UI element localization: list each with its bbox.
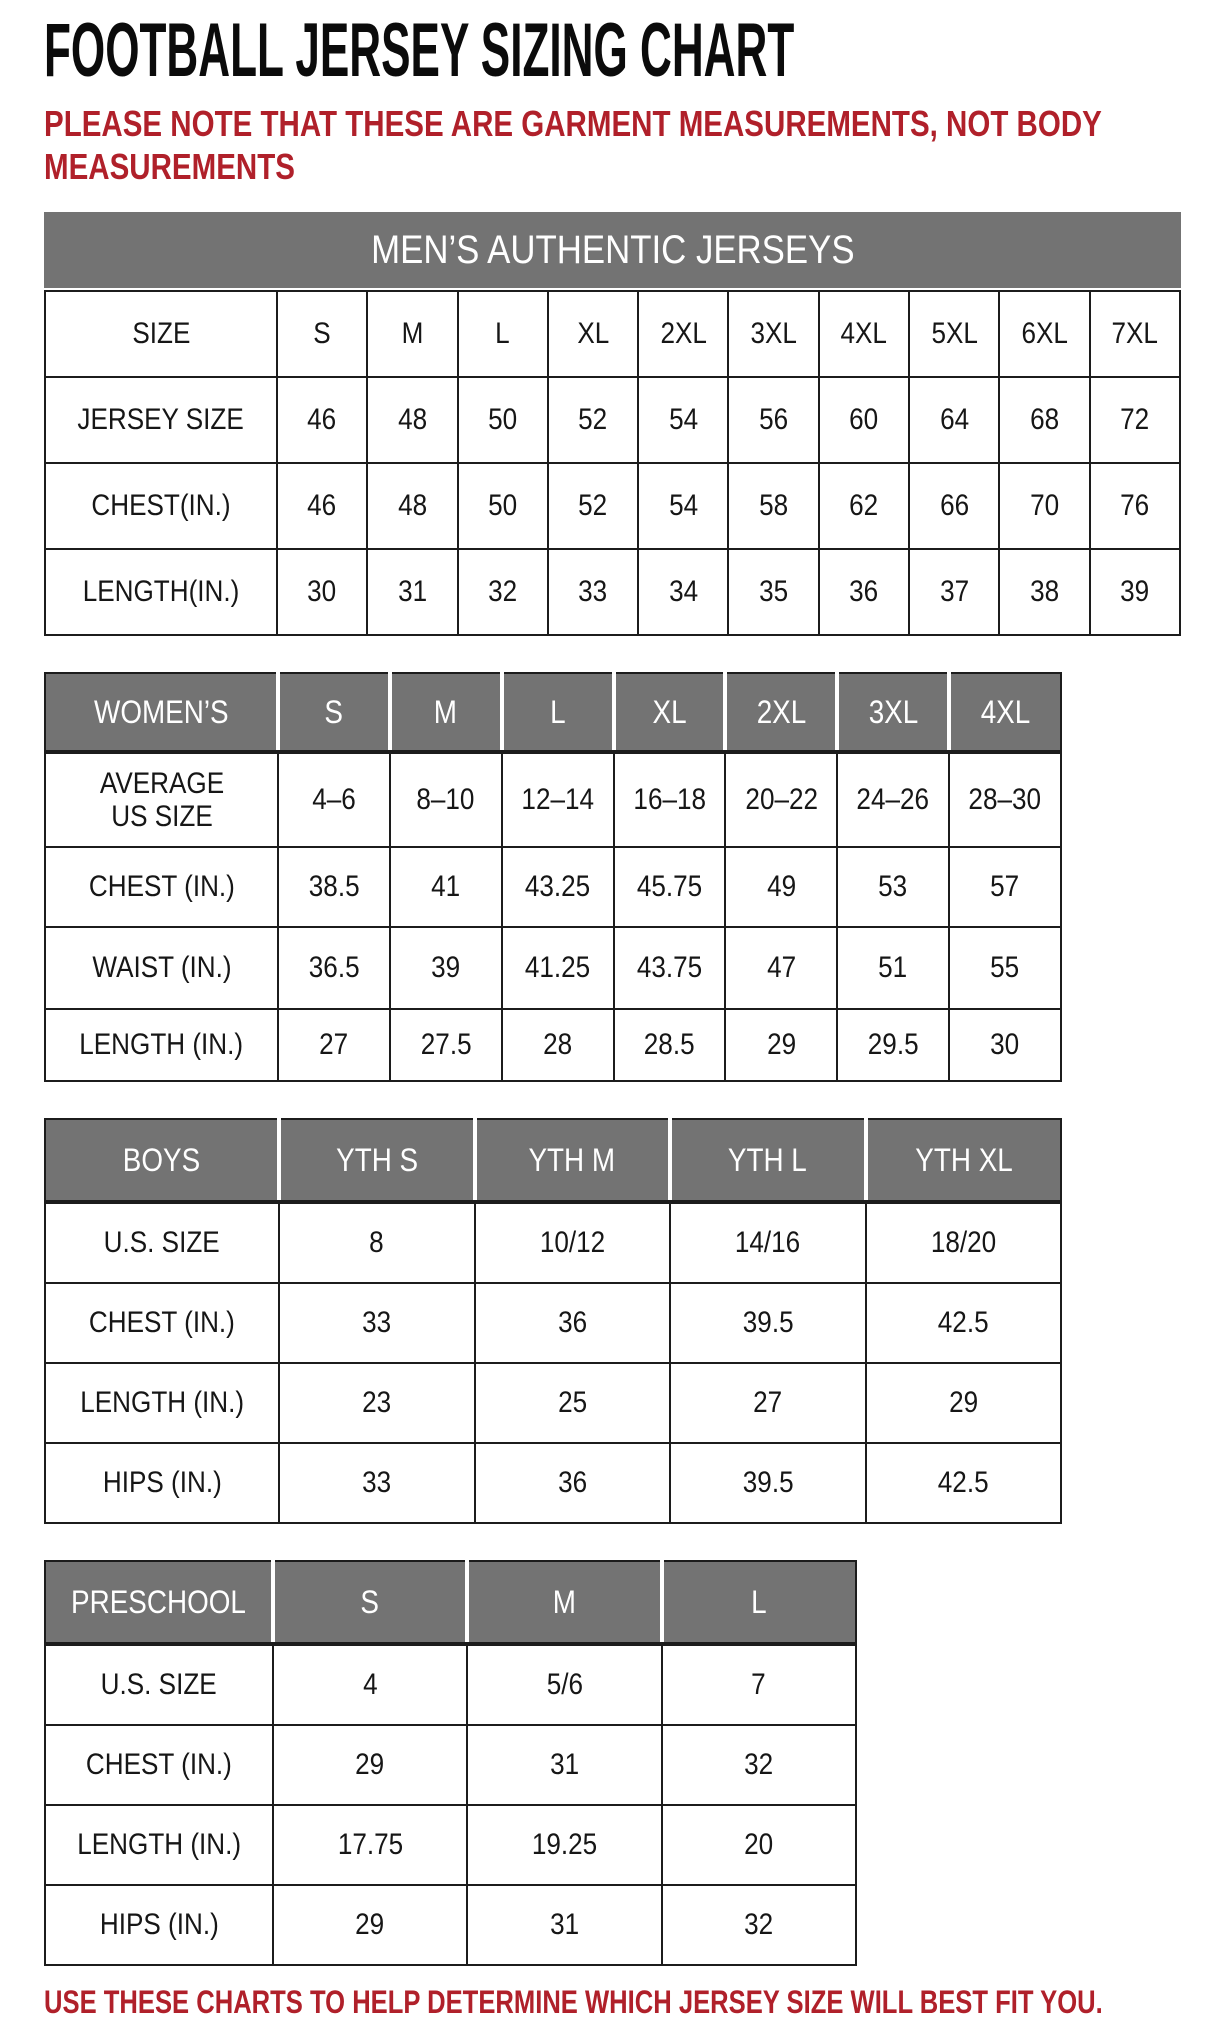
table-row [45,377,1180,463]
table-row [45,847,1061,927]
header-text: S [324,693,344,730]
table-cell [390,752,502,847]
cell-text: 52 [578,489,608,523]
table-cell [819,377,909,463]
cell-text: 18/20 [930,1226,996,1260]
table-cell [614,1009,726,1081]
cell-text: 50 [488,403,518,437]
table-cell [670,1363,866,1443]
table-cell [909,463,999,549]
cell-text: 36.5 [308,951,360,985]
cell-text: 46 [307,403,337,437]
table-cell [458,463,548,549]
row-label [45,1644,273,1725]
table-cell [502,752,614,847]
row-label [45,1202,279,1283]
table-cell [725,752,837,847]
row-label-text: LENGTH (IN.) [80,1386,244,1420]
table-cell [866,1283,1062,1363]
table-row [45,1805,856,1885]
row-label [45,377,277,463]
cell-text: 56 [759,403,789,437]
table-row [45,1725,856,1805]
cell-text: 19.25 [531,1828,598,1862]
cell-text: 23 [362,1386,392,1420]
table-cell [728,463,818,549]
table-cell [475,1363,671,1443]
cell-text: 7XL [1111,317,1159,351]
row-label-text: HIPS (IN.) [102,1466,222,1500]
row-label [45,1363,279,1443]
mens-section [44,212,1220,636]
column-header [475,1119,671,1202]
table-row [45,1363,1061,1443]
table-cell [999,377,1089,463]
cell-text: 48 [397,489,427,523]
cell-text: 28 [543,1028,573,1062]
header-text: XL [652,693,687,730]
table-cell [866,1363,1062,1443]
cell-text: 38 [1029,575,1060,609]
note-text: PLEASE NOTE THAT THESE ARE GARMENT MEASUREMENTS, NOT BODY MEASUREMENTS [44,103,1102,188]
cell-text: 42.5 [937,1306,989,1340]
cell-text: 49 [766,870,796,904]
table-cell [458,549,548,635]
cell-text: 27 [753,1386,783,1420]
table-cell [837,752,949,847]
cell-text: 5/6 [546,1668,583,1702]
cell-text: 27.5 [420,1028,472,1062]
page-title-text: FOOTBALL JERSEY SIZING CHART [44,8,795,93]
cell-text: 12–14 [521,783,594,817]
table-cell [909,377,999,463]
preschool-sizing-table [44,1560,857,1966]
table-cell [273,1725,467,1805]
row-label [45,1283,279,1363]
table-cell [278,847,390,927]
table-row [45,1644,856,1725]
cell-text: 31 [397,575,427,609]
column-header [45,1119,279,1202]
table-cell [638,377,728,463]
cell-text: 5XL [931,317,978,351]
cell-text: 38.5 [308,870,360,904]
table-cell [819,463,909,549]
table-cell [390,1009,502,1081]
header-text: S [360,1583,380,1620]
table-cell [548,291,638,377]
table-row [45,291,1180,377]
cell-text: 64 [939,403,969,437]
cell-text: 20 [744,1828,774,1862]
cell-text: 47 [766,951,796,985]
table-cell [949,752,1061,847]
header-text: BOYS [122,1141,201,1178]
table-cell [279,1443,475,1523]
row-label [45,291,277,377]
table-cell [725,1009,837,1081]
column-header [45,673,278,752]
cell-text: 4XL [840,317,888,351]
cell-text: 55 [990,951,1020,985]
row-label-text: CHEST (IN.) [89,1306,235,1340]
cell-text: 35 [759,575,789,609]
cell-text: M [401,317,424,351]
table-cell [458,377,548,463]
cell-text: L [495,317,510,351]
page-title [44,8,1220,93]
cell-text: 57 [990,870,1020,904]
column-header [279,1119,475,1202]
cell-text: 14/16 [735,1226,801,1260]
header-text: 4XL [980,693,1031,730]
table-cell [638,291,728,377]
column-header [866,1119,1062,1202]
table-cell [278,752,390,847]
table-cell [670,1283,866,1363]
cell-text: 50 [488,489,518,523]
table-cell [638,549,728,635]
table-cell [548,549,638,635]
table-row [45,1885,856,1965]
cell-text: 45.75 [636,870,703,904]
cell-text: 68 [1029,403,1060,437]
row-label [45,549,277,635]
table-header-row [45,673,1061,752]
column-header [614,673,726,752]
table-cell [467,1644,661,1725]
header-text: WOMEN’S [93,693,229,730]
cell-text: 43.25 [524,870,591,904]
table-cell [273,1885,467,1965]
row-label [45,1443,279,1523]
boys-sizing-table [44,1118,1062,1524]
table-cell [819,549,909,635]
cell-text: 39 [431,951,461,985]
row-label-text: LENGTH(IN.) [82,575,240,609]
table-cell [866,1443,1062,1523]
cell-text: 30 [307,575,337,609]
table-cell [728,291,818,377]
cell-text: 17.75 [337,1828,403,1862]
row-label-text: AVERAGE US SIZE [99,766,224,834]
table-cell [279,1283,475,1363]
cell-text: 36 [849,575,879,609]
row-label-text: HIPS (IN.) [99,1908,219,1942]
table-cell [1090,291,1180,377]
cell-text: 60 [849,403,879,437]
cell-text: 39.5 [742,1466,794,1500]
table-cell [999,549,1089,635]
table-cell [278,927,390,1009]
row-label [45,1885,273,1965]
table-cell [999,291,1089,377]
cell-text: 36 [557,1306,587,1340]
cell-text: 2XL [660,317,707,351]
header-text: M [552,1583,577,1620]
mens-table-title-text: MEN’S AUTHENTIC JERSEYS [370,228,855,273]
cell-text: 70 [1029,489,1060,523]
womens-section [44,672,1220,1082]
column-header [670,1119,866,1202]
table-cell [279,1363,475,1443]
row-label-text: JERSEY SIZE [77,403,245,437]
cell-text: 36 [557,1466,587,1500]
cell-text: 33 [362,1306,392,1340]
table-cell [277,549,367,635]
column-header [502,673,614,752]
table-cell [502,927,614,1009]
row-label-text: U.S. SIZE [103,1226,221,1260]
row-label-text: CHEST (IN.) [88,870,235,904]
cell-text: 52 [578,403,608,437]
table-cell [458,291,548,377]
table-cell [725,927,837,1009]
row-label-text: LENGTH (IN.) [79,1028,244,1062]
cell-text: 30 [990,1028,1020,1062]
table-row [45,927,1061,1009]
table-cell [614,927,726,1009]
table-cell [1090,377,1180,463]
table-cell [502,1009,614,1081]
cell-text: 62 [849,489,879,523]
table-cell [279,1202,475,1283]
header-text: YTH M [528,1141,616,1178]
table-cell [670,1202,866,1283]
column-header [725,673,837,752]
cell-text: 33 [578,575,608,609]
table-cell [999,463,1089,549]
row-label [45,1805,273,1885]
cell-text: S [313,317,331,351]
footer-note [44,1982,1220,2022]
cell-text: 10/12 [539,1226,605,1260]
table-cell [614,752,726,847]
column-header [273,1561,467,1644]
cell-text: 46 [307,489,337,523]
table-row [45,1283,1061,1363]
cell-text: 29 [948,1386,978,1420]
table-cell [837,1009,949,1081]
table-header-row [45,1561,856,1644]
header-text: M [434,693,458,730]
womens-sizing-table [44,672,1062,1082]
row-label-text: CHEST(IN.) [91,489,231,523]
cell-text: 29 [766,1028,796,1062]
row-label [45,1725,273,1805]
cell-text: 28.5 [644,1028,695,1062]
table-cell [662,1725,856,1805]
row-label [45,463,277,549]
row-label-text: WAIST (IN.) [91,951,232,985]
table-cell [273,1805,467,1885]
cell-text: 31 [549,1748,580,1782]
cell-text: 3XL [750,317,797,351]
table-cell [390,927,502,1009]
row-label-text: U.S. SIZE [100,1668,218,1702]
table-cell [502,847,614,927]
table-cell [909,549,999,635]
table-cell [728,549,818,635]
cell-text: 27 [319,1028,349,1062]
cell-text: 54 [668,489,698,523]
cell-text: 32 [744,1908,774,1942]
table-cell [728,377,818,463]
table-cell [819,291,909,377]
cell-text: 8 [369,1226,385,1260]
cell-text: 31 [549,1908,580,1942]
table-cell [662,1885,856,1965]
mens-table-title [44,212,1181,288]
table-row [45,549,1180,635]
column-header [949,673,1061,752]
cell-text: 4 [362,1668,378,1702]
table-cell [277,463,367,549]
cell-text: 41.25 [524,951,591,985]
cell-text: 4–6 [312,783,356,817]
row-label [45,1009,278,1081]
garment-measurements-note [44,102,1220,188]
cell-text: 43.75 [636,951,703,985]
cell-text: 28–30 [968,783,1042,817]
table-cell [1090,463,1180,549]
cell-text: 32 [744,1748,774,1782]
table-cell [367,377,457,463]
table-cell [475,1283,671,1363]
table-cell [1090,549,1180,635]
table-cell [277,291,367,377]
header-text: 3XL [868,693,918,730]
footer-text: USE THESE CHARTS TO HELP DETERMINE WHICH JERSEY SIZE WILL BEST FIT YOU. [44,1984,1103,2021]
table-cell [548,377,638,463]
header-text: PRESCHOOL [71,1583,246,1620]
cell-text: 39 [1120,575,1150,609]
header-text: YTH L [728,1141,808,1178]
table-cell [273,1644,467,1725]
table-cell [614,847,726,927]
table-cell [475,1202,671,1283]
table-cell [662,1644,856,1725]
table-cell [837,847,949,927]
table-cell [475,1443,671,1523]
cell-text: 37 [939,575,969,609]
column-header [467,1561,661,1644]
table-cell [725,847,837,927]
table-cell [949,927,1061,1009]
table-cell [467,1725,661,1805]
cell-text: 51 [878,951,908,985]
table-cell [467,1805,661,1885]
table-cell [662,1805,856,1885]
header-text: 2XL [756,693,807,730]
cell-text: 7 [751,1668,767,1702]
column-header [837,673,949,752]
table-cell [837,927,949,1009]
table-cell [638,463,728,549]
table-row [45,1202,1061,1283]
cell-text: 54 [668,403,698,437]
row-label [45,927,278,1009]
table-cell [866,1202,1062,1283]
cell-text: 29 [355,1748,385,1782]
cell-text: XL [577,317,610,351]
row-label-text: CHEST (IN.) [86,1748,232,1782]
table-cell [670,1443,866,1523]
table-cell [367,549,457,635]
row-label [45,847,278,927]
cell-text: 32 [488,575,518,609]
cell-text: 33 [362,1466,392,1500]
cell-text: 29.5 [867,1028,919,1062]
table-cell [949,1009,1061,1081]
cell-text: 76 [1120,489,1150,523]
column-header [45,1561,273,1644]
header-text: YTH XL [915,1141,1013,1178]
mens-sizing-table [44,290,1181,636]
cell-text: 58 [759,489,789,523]
column-header [390,673,502,752]
boys-section [44,1118,1220,1524]
table-cell [367,463,457,549]
cell-text: 29 [355,1908,385,1942]
row-label [45,752,278,847]
header-text: L [549,693,566,730]
cell-text: 72 [1120,403,1150,437]
cell-text: 48 [397,403,427,437]
header-text: YTH S [335,1141,418,1178]
cell-text: 53 [878,870,908,904]
cell-text: 42.5 [937,1466,989,1500]
cell-text: 25 [557,1386,587,1420]
column-header [278,673,390,752]
cell-text: 24–26 [856,783,930,817]
preschool-section [44,1560,1220,1966]
cell-text: 16–18 [633,783,706,817]
table-row [45,752,1061,847]
table-cell [278,1009,390,1081]
row-label-text: LENGTH (IN.) [77,1828,241,1862]
table-cell [548,463,638,549]
table-header-row [45,1119,1061,1202]
cell-text: 8–10 [416,783,475,817]
table-row [45,463,1180,549]
table-cell [367,291,457,377]
row-label-text: SIZE [131,317,191,351]
cell-text: 34 [668,575,698,609]
table-cell [949,847,1061,927]
cell-text: 20–22 [745,783,818,817]
cell-text: 66 [939,489,969,523]
table-cell [277,377,367,463]
table-cell [390,847,502,927]
table-cell [909,291,999,377]
cell-text: 41 [431,870,461,904]
header-text: L [751,1583,768,1620]
table-row [45,1009,1061,1081]
table-row [45,1443,1061,1523]
table-cell [467,1885,661,1965]
column-header [662,1561,856,1644]
cell-text: 39.5 [742,1306,794,1340]
cell-text: 6XL [1021,317,1068,351]
